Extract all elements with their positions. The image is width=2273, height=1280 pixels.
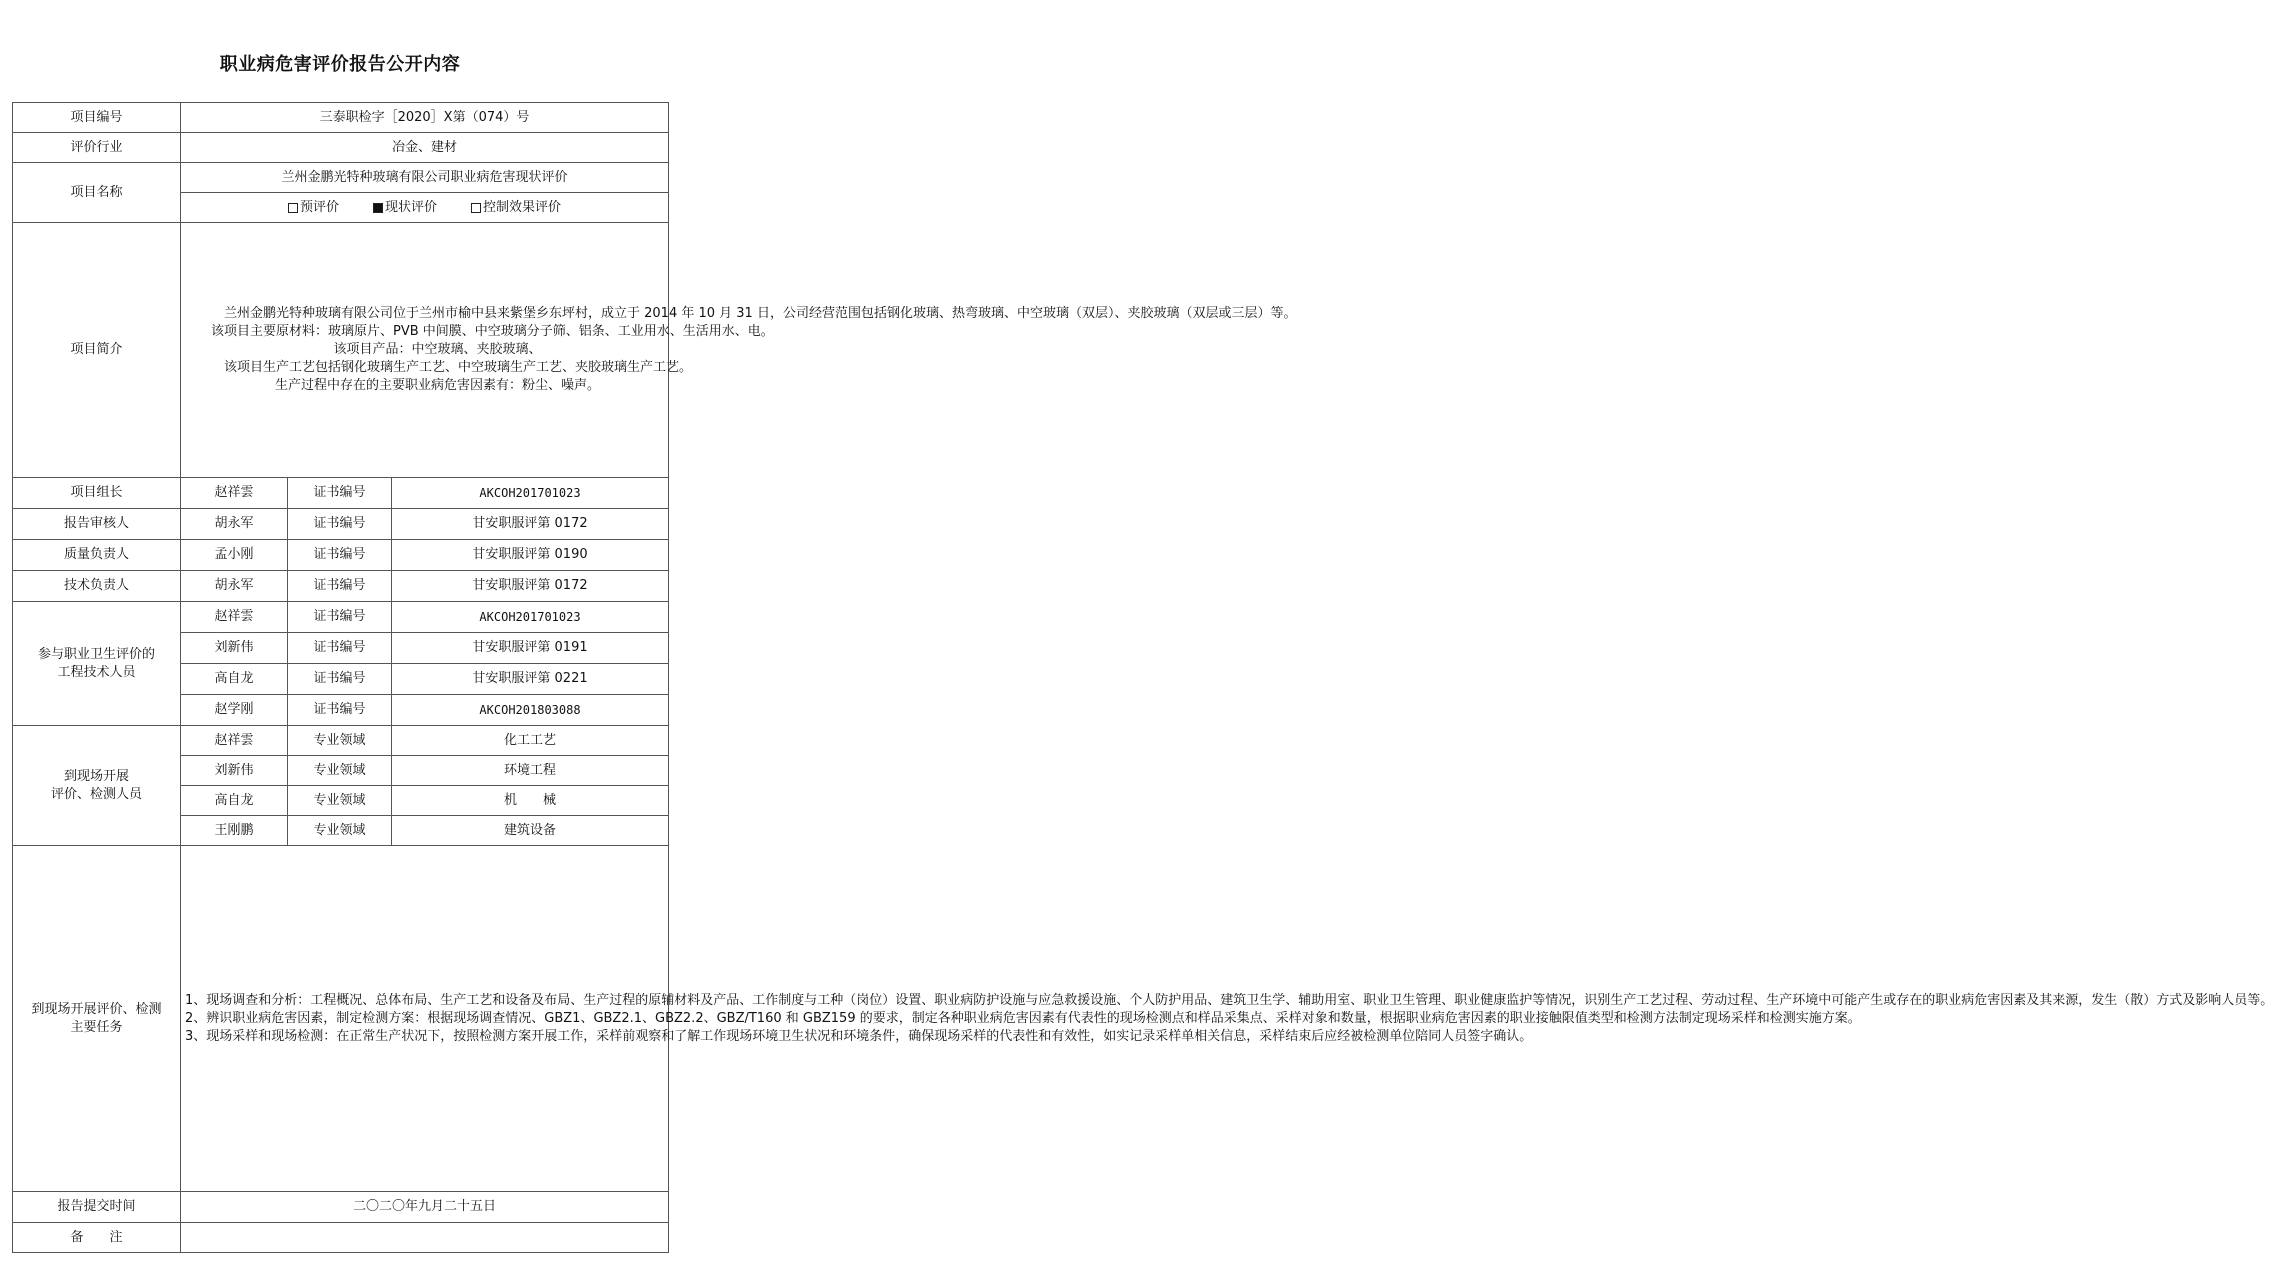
cert-number: 甘安职服评第 0221 [392, 664, 669, 695]
main-tasks-text [181, 846, 2273, 1192]
row-field-staff [13, 726, 669, 756]
person-name: 胡永军 [181, 571, 288, 602]
field-value: 建筑设备 [392, 816, 669, 846]
summary-paragraph: 生产过程中存在的主要职业病危害因素有：粉尘、噪声。 [274, 378, 600, 393]
technicians-label-line2: 工程技术人员 [57, 664, 136, 680]
technicians-label-line1: 参与职业卫生评价的 [37, 646, 155, 662]
cert-label: 证书编号 [288, 540, 392, 571]
person-name: 刘新伟 [181, 633, 288, 664]
main-tasks-label-line1: 到现场开展评价、检测 [31, 1001, 162, 1017]
field-value: 环境工程 [392, 756, 669, 786]
person-name: 胡永军 [181, 509, 288, 540]
task-item: 3、现场采样和现场检测：在正常生产状况下，按照检测方案开展工作，采样前观察和了解工作现场环境卫生状况和环境条件，确保现场采样的代表性和有效性，如实记录采样单相关信息，采样结束后应经被检测单位陪同人员签字确认。 [185, 1028, 1533, 1044]
page-title: 职业病危害评价报告公开内容 [219, 54, 461, 75]
main-tasks-label-line2: 主要任务 [70, 1019, 123, 1035]
project-number-label: 项目编号 [13, 103, 181, 133]
summary-paragraph: 兰州金鹏光特种玻璃有限公司位于兰州市榆中县来紫堡乡东坪村，成立于 2014 年 10 月 31 日，公司经营范围包括钢化玻璃、热弯玻璃、中空玻璃（双层）、夹胶玻璃（双层或三层）等。 [224, 306, 1297, 321]
field-label: 专业领域 [288, 816, 392, 846]
person-name: 赵祥雲 [181, 726, 288, 756]
option-status-evaluation [373, 199, 437, 217]
project-name-label: 项目名称 [13, 163, 181, 223]
row-project-summary [13, 223, 669, 478]
row-remarks [13, 1223, 669, 1253]
summary-paragraph: 该项目生产工艺包括钢化玻璃生产工艺、中空玻璃生产工艺、夹胶玻璃生产工艺。 [224, 360, 693, 375]
person-name: 赵学刚 [181, 695, 288, 726]
main-tasks-label [13, 846, 181, 1192]
checkbox-filled-icon [373, 203, 383, 213]
field-staff-label-line2: 评价、检测人员 [50, 786, 142, 802]
submit-time-label: 报告提交时间 [13, 1192, 181, 1223]
person-name: 刘新伟 [181, 756, 288, 786]
cert-label: 证书编号 [288, 602, 392, 633]
evaluation-type-options [185, 199, 664, 217]
field-label: 专业领域 [288, 756, 392, 786]
option-control-effect-evaluation-label: 控制效果评价 [483, 199, 562, 215]
row-tech-lead [13, 571, 669, 602]
person-name: 高自龙 [181, 786, 288, 816]
person-name: 赵祥雲 [181, 478, 288, 509]
cert-number: AKCOH201701023 [392, 478, 669, 509]
remarks-value [181, 1223, 669, 1253]
checkbox-empty-icon [471, 203, 481, 213]
field-value: 机 械 [392, 786, 669, 816]
cert-number: AKCOH201701023 [392, 602, 669, 633]
field-value: 化工工艺 [392, 726, 669, 756]
row-reviewer [13, 509, 669, 540]
summary-paragraph: 该项目主要原材料：玻璃原片、PVB 中间膜、中空玻璃分子筛、铝条、工业用水、生活用水、电。 [211, 324, 774, 339]
row-leader [13, 478, 669, 509]
cert-label: 证书编号 [288, 695, 392, 726]
cert-number: 甘安职服评第 0191 [392, 633, 669, 664]
row-submit-time [13, 1192, 669, 1223]
row-technician [13, 602, 669, 633]
task-item: 2、辨识职业病危害因素，制定检测方案：根据现场调查情况、GBZ1、GBZ2.1、GBZ2.2、GBZ/T160 和 GBZ159 的要求，制定各种职业病危害因素有代表性的现场检测点和样品采集点、采样对象和数量，根据职业病危害因素的职业接触限值类型和检测方法制定现场采样和检测实施方案。 [185, 1010, 1861, 1026]
row-project-name [13, 163, 669, 193]
row-quality-lead [13, 540, 669, 571]
row-industry [13, 133, 669, 163]
cert-number: 甘安职服评第 0172 [392, 571, 669, 602]
field-label: 专业领域 [288, 786, 392, 816]
cert-label: 证书编号 [288, 633, 392, 664]
remarks-label: 备 注 [13, 1223, 181, 1253]
industry-label: 评价行业 [13, 133, 181, 163]
person-name: 孟小刚 [181, 540, 288, 571]
project-summary-text [181, 223, 1297, 478]
role-label: 项目组长 [13, 478, 181, 509]
role-label: 质量负责人 [13, 540, 181, 571]
field-label: 专业领域 [288, 726, 392, 756]
cert-number: 甘安职服评第 0190 [392, 540, 669, 571]
submit-time-value: 二〇二〇年九月二十五日 [181, 1192, 669, 1223]
person-name: 高自龙 [181, 664, 288, 695]
disclosure-table [12, 102, 2273, 1253]
summary-paragraph: 该项目产品：中空玻璃、夹胶玻璃、 [333, 342, 542, 357]
person-name: 王刚鹏 [181, 816, 288, 846]
checkbox-empty-icon [288, 203, 298, 213]
technicians-label [13, 602, 181, 726]
cert-label: 证书编号 [288, 478, 392, 509]
cert-number: 甘安职服评第 0172 [392, 509, 669, 540]
role-label: 技术负责人 [13, 571, 181, 602]
cert-number: AKCOH201803088 [392, 695, 669, 726]
row-project-number [13, 103, 669, 133]
project-number-value: 三泰职检字［2020］X第（074）号 [181, 103, 669, 133]
field-staff-label-line1: 到现场开展 [63, 768, 129, 784]
option-status-evaluation-label: 现状评价 [384, 199, 437, 215]
field-staff-label [13, 726, 181, 846]
project-summary-label: 项目简介 [13, 223, 181, 478]
option-pre-evaluation [288, 199, 339, 217]
cert-label: 证书编号 [288, 664, 392, 695]
cert-label: 证书编号 [288, 509, 392, 540]
option-control-effect-evaluation [471, 199, 561, 217]
row-main-tasks [13, 846, 669, 1192]
task-item: 1、现场调查和分析：工程概况、总体布局、生产工艺和设备及布局、生产过程的原辅材料及产品、工作制度与工种（岗位）设置、职业病防护设施与应急救援设施、个人防护用品、建筑卫生学、辅助用室、职业卫生管理、职业健康监护等情况，识别生产工艺过程、劳动过程、生产环境中可能产生或存在的职业病危害因素及其来源，发生（散）方式及影响人员等。 [185, 992, 2273, 1008]
option-pre-evaluation-label: 预评价 [299, 199, 339, 215]
industry-value: 冶金、建材 [181, 133, 669, 163]
evaluation-type-cell [181, 193, 669, 223]
role-label: 报告审核人 [13, 509, 181, 540]
cert-label: 证书编号 [288, 571, 392, 602]
project-name-value: 兰州金鹏光特种玻璃有限公司职业病危害现状评价 [181, 163, 669, 193]
person-name: 赵祥雲 [181, 602, 288, 633]
